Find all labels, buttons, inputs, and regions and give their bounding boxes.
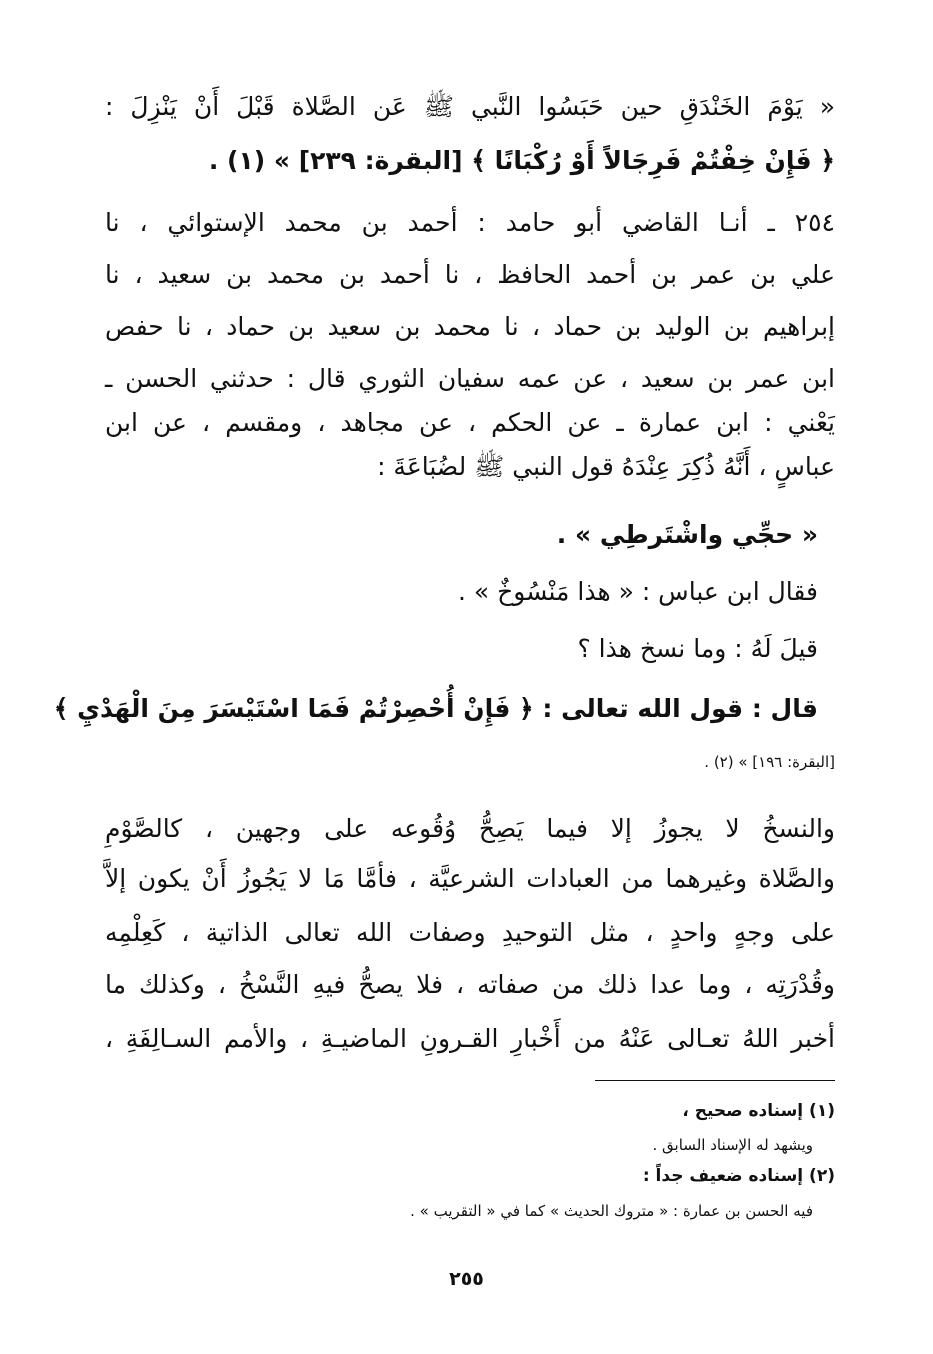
text-line: والنسخُ لا يجوزُ إلا فيما يَصِحُّ وُقُوعه على وجهين ، كالصَّوْمِ [105, 814, 835, 843]
text-line: « يَوْمَ الخَنْدَقِ حين حَبَسُوا النَّبي ﷺ عَن الصَّلاة قَبْلَ أَنْ يَنْزِلَ : [105, 92, 835, 121]
footnote-2: (٢) إسناده ضعيف جداً : [642, 1166, 835, 1186]
text-line: عباسٍ ، أَنَّهُ ذُكِرَ عِنْدَهُ قول النبي ﷺ لضُبَاعَةَ : [377, 452, 835, 481]
text-line: أخبر اللهُ تعـالى عَنْهُ من أَخْبارِ القـرونِ الماضيـةِ ، والأمم السـالِفَةِ ، [105, 1024, 835, 1053]
text-line: قيلَ لَهُ : وما نسخ هذا ؟ [577, 634, 818, 663]
quran-quote-line: قال : قول الله تعالى : ﴿ فَإِنْ أُحْصِرْتُمْ فَمَا اسْتَيْسَرَ مِنَ الْهَدْيِ ﴾ [53, 694, 818, 723]
text-line: ﴿ فَإِنْ خِفْتُمْ فَرِجَالاً أَوْ رُكْبَانًا ﴾ [البقرة: ٢٣٩] » (١) . [208, 146, 835, 175]
hadith-254-heading: ٢٥٤ ـ أنـا القاضي أبو حامد : أحمد بن محمد الإستوائي ، نا [105, 208, 835, 237]
footnote-1-detail: ويشهد له الإسناد السابق . [652, 1136, 813, 1154]
text-line: ابن عمر بن سعيد ، عن عمه سفيان الثوري قال : حدثني الحسن ـ [105, 364, 835, 393]
text-line: يَعْني : ابن عمارة ـ عن الحكم ، عن مجاهد ، ومقسم ، عن ابن [105, 408, 835, 437]
page-number: ٢٥٥ [449, 1268, 484, 1290]
text-line: والصَّلاة وغيرهما من العبادات الشرعيَّة ، فأمَّا مَا لا يَجُوزُ أَنْ يكون إلاَّ [105, 864, 835, 893]
hadith-quote: « حجِّي واشْتَرطِي » . [556, 520, 818, 549]
text-line: إبراهيم بن الوليد بن حماد ، نا محمد بن سعيد بن حماد ، نا حفص [105, 312, 835, 341]
footnote-1: (١) إسناده صحيح ، [682, 1101, 835, 1121]
text-line: علي بن عمر بن أحمد الحافظ ، نا أحمد بن محمد بن سعيد ، نا [105, 260, 835, 289]
quran-reference: [البقرة: ١٩٦] » (٢) . [704, 753, 835, 771]
footnote-divider [595, 1080, 835, 1081]
text-line: فقال ابن عباس : « هذا مَنْسُوخٌ » . [458, 577, 818, 606]
text-line: وقُدْرَتِه ، وما عدا ذلك من صفاته ، فلا يصحُّ فيهِ النَّسْخُ ، وكذلك ما [105, 970, 835, 999]
text-line: على وجهٍ واحدٍ ، مثل التوحيدِ وصفات الله تعالى الذاتية ، كَعِلْمِه [105, 918, 835, 947]
footnote-2-detail: فيه الحسن بن عمارة : « متروك الحديث » كما في « التقريب » . [410, 1202, 813, 1220]
